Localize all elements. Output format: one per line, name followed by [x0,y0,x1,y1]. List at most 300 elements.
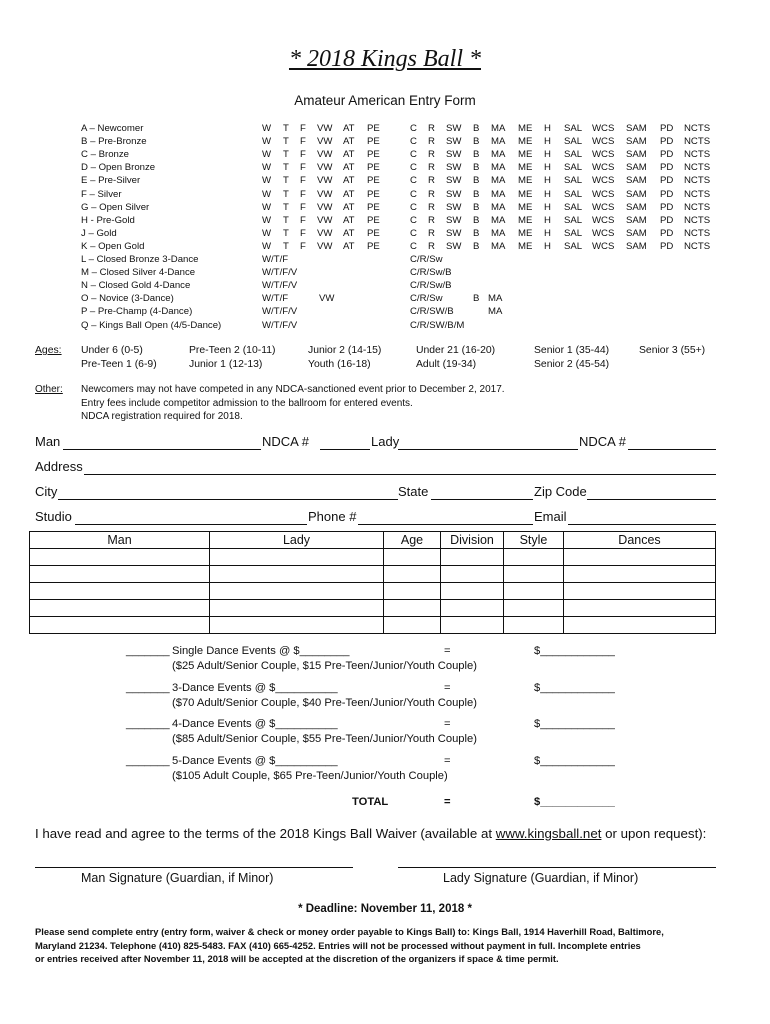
lady-name-field[interactable] [398,436,578,450]
dance-code: F [300,240,306,252]
dance-code: SAL [564,149,583,161]
zip-field[interactable] [587,486,716,500]
fees-section [0,645,770,815]
dance-code: T [283,123,289,134]
dance-code: SAM [626,162,647,174]
dance-code: C [410,123,417,134]
table-cell[interactable] [384,566,441,583]
dance-code: C [410,136,417,148]
table-row [30,549,716,566]
table-row [30,600,716,617]
dance-code: W [262,188,272,200]
state-label: State [398,484,429,499]
age-preteen1: Pre-Teen 1 (6-9) [81,359,157,370]
dance-code: W [262,149,272,161]
state-field[interactable] [431,486,533,500]
studio-label: Studio [35,509,72,524]
dance-code: SW [446,201,462,213]
col-dances: Dances [564,532,716,549]
lady-signature-line[interactable] [398,867,716,868]
dance-code: H [544,162,551,174]
dance-code: VW [317,149,333,161]
dance-code: WCS [592,240,615,252]
waiver-agreement [35,826,706,841]
dance-code: ME [518,136,533,148]
dance-code: PE [367,136,380,148]
dance-code: SAM [626,149,647,161]
dance-code: AT [343,136,355,148]
lady-ndca-field[interactable] [628,436,716,450]
col-man: Man [30,532,210,549]
dance-code: R [428,123,435,134]
dance-code: ME [518,188,533,200]
dance-code: W [262,227,272,239]
dance-code: VW [317,188,333,200]
dance-code: ME [518,240,533,252]
dance-code: SAL [564,123,583,134]
dance-code: WCS [592,136,615,148]
dance-code: PD [660,162,674,174]
dance-code: W [262,136,272,148]
table-cell[interactable] [504,600,564,617]
dance-code: F [300,162,306,174]
dance-code: WCS [592,162,615,174]
dance-code: ME [518,162,533,174]
latin-dances: C/R/Sw [410,254,443,265]
dance-code: R [428,162,435,174]
fee-quantity-blank: _______ [126,718,170,730]
dance-code: B [473,149,480,161]
age-senior1: Senior 1 (35-44) [534,345,610,356]
table-cell[interactable] [564,600,716,617]
dance-code: SW [446,175,462,187]
dance-code: SAM [626,123,647,134]
dance-code: PD [660,240,674,252]
email-label: Email [534,509,567,524]
ages-label: Ages: [35,345,62,356]
entries-table [29,531,716,634]
lady-label: Lady [371,434,400,449]
phone-field[interactable] [358,511,533,525]
level-name: Q – Kings Ball Open (4/5-Dance) [81,319,222,331]
dance-code: SAM [626,214,647,226]
dance-code: T [283,214,289,226]
dance-code: NCTS [684,123,711,134]
waiver-text-end: or upon request): [601,826,707,841]
dance-code: T [283,188,289,200]
dance-code: PE [367,240,380,252]
fee-total-blank: $____________ [534,681,615,694]
level-name: J – Gold [81,227,117,239]
dance-code: MA [491,123,506,134]
dance-code: NCTS [684,240,711,252]
dance-code: PE [367,227,380,239]
standard-dances: W/T/F/V [262,280,298,292]
levels-section [0,122,770,334]
table-cell[interactable] [210,566,384,583]
city-field[interactable] [58,486,398,500]
dance-code: SW [446,149,462,161]
dance-code: NCTS [684,149,711,161]
table-cell[interactable] [441,549,504,566]
total-label: TOTAL [352,796,389,808]
dance-code: H [544,188,551,200]
dance-code: NCTS [684,136,711,148]
dance-code: T [283,240,289,252]
waiver-text: I have read and agree to the terms of the 2018 Kings Ball Waiver (available at [35,826,496,841]
dance-code: ME [518,123,533,134]
dance-code: PD [660,188,674,200]
dance-code: C [410,188,417,200]
table-cell[interactable] [564,549,716,566]
fee-quantity-blank: _______ [126,645,170,657]
dance-code: C [410,214,417,226]
footer-line: Please send complete entry (entry form, waiver & check or money order payable to Kings Ball) to: Kings Ball, 1914 Haverhill Road, Baltimore, [35,926,664,937]
table-cell[interactable] [210,600,384,617]
dance-code: B [473,201,480,213]
dance-code: AT [343,214,355,226]
table-cell[interactable] [210,617,384,634]
ages-section [0,344,770,374]
table-cell[interactable] [30,566,210,583]
latin-dances: C/R/Sw [410,293,443,305]
man-signature-line[interactable] [35,867,353,868]
fee-quantity-blank: _______ [126,754,170,767]
table-cell[interactable] [564,566,716,583]
dance-code: PD [660,136,674,148]
dance-code: C [410,149,417,161]
fee-total-blank: $____________ [534,645,615,657]
dance-code: F [300,214,306,226]
dance-code: PD [660,201,674,213]
dance-code: WCS [592,201,615,213]
other-line: NDCA registration required for 2018. [81,411,243,422]
dance-code: B [473,188,480,200]
dance-code: T [283,201,289,213]
col-age: Age [384,532,441,549]
dance-code: W [262,240,272,252]
fee-note: ($70 Adult/Senior Couple, $40 Pre-Teen/Junior/Youth Couple) [172,696,477,709]
dance-code: MA [488,306,503,318]
dance-code: AT [343,175,355,187]
fee-note: ($25 Adult/Senior Couple, $15 Pre-Teen/Junior/Youth Couple) [172,660,477,672]
dance-code: H [544,240,551,252]
level-name: N – Closed Gold 4-Dance [81,280,191,292]
level-name: K – Open Gold [81,240,145,252]
col-division: Division [441,532,504,549]
fee-label: 4-Dance Events @ $__________ [172,718,338,730]
dance-code: WCS [592,175,615,187]
dance-code: ME [518,227,533,239]
age-preteen2: Pre-Teen 2 (10-11) [189,345,276,356]
dance-code: B [473,123,480,134]
level-name: B – Pre-Bronze [81,136,147,148]
dance-code: PD [660,227,674,239]
dance-code: ME [518,149,533,161]
dance-code: NCTS [684,201,711,213]
dance-code: ME [518,201,533,213]
dance-code: MA [491,162,506,174]
dance-code: NCTS [684,162,711,174]
dance-code: B [473,227,480,239]
latin-dances: C/R/SW/B [410,306,454,318]
fee-label: 5-Dance Events @ $__________ [172,754,338,767]
dance-code: AT [343,149,355,161]
level-name: H - Pre-Gold [81,214,135,226]
dance-code: VW [317,214,333,226]
fee-total-blank: $____________ [534,718,615,730]
fee-label: Single Dance Events @ $________ [172,645,350,657]
dance-code: T [283,162,289,174]
fee-note: ($85 Adult/Senior Couple, $55 Pre-Teen/Junior/Youth Couple) [172,733,477,745]
dance-code: MA [491,201,506,213]
dance-code: VW [317,240,333,252]
email-field[interactable] [568,511,716,525]
table-cell[interactable] [504,566,564,583]
table-cell[interactable] [30,617,210,634]
dance-code: MA [491,175,506,187]
dance-code: AT [343,162,355,174]
table-cell[interactable] [384,617,441,634]
table-cell[interactable] [504,617,564,634]
dance-code: AT [343,188,355,200]
level-name: E – Pre-Silver [81,175,141,187]
age-junior1: Junior 1 (12-13) [189,359,263,370]
studio-field[interactable] [75,511,307,525]
dance-code: NCTS [684,188,711,200]
dance-code: F [300,136,306,148]
other-section [0,383,770,425]
dance-code: C [410,227,417,239]
table-cell[interactable] [441,600,504,617]
table-cell[interactable] [441,583,504,600]
standard-dances: W/T/F [262,293,289,305]
dance-code: H [544,214,551,226]
dance-code: WCS [592,214,615,226]
other-line: Newcomers may not have competed in any NDCA-sanctioned event prior to December 2, 2017. [81,384,505,395]
equals-sign: = [444,718,451,730]
dance-code: WCS [592,227,615,239]
fee-quantity-blank: _______ [126,681,170,694]
dance-code: C [410,240,417,252]
dance-code: VW [317,123,333,134]
dance-code: B [473,175,480,187]
level-name: P – Pre-Champ (4-Dance) [81,306,193,318]
level-name: L – Closed Bronze 3-Dance [81,254,199,265]
table-cell[interactable] [210,583,384,600]
dance-code: AT [343,201,355,213]
dance-code: W [262,123,272,134]
equals-sign: = [444,681,451,694]
table-cell[interactable] [384,600,441,617]
footer-line: or entries received after November 11, 2018 will be accepted at the discretion of the organizers if space & time permit. [35,953,559,964]
dance-code: VW [319,293,335,305]
waiver-link[interactable]: www.kingsball.net [495,826,602,841]
table-cell[interactable] [564,617,716,634]
fee-total-blank: $____________ [534,754,615,767]
dance-code: SAM [626,240,647,252]
table-cell[interactable] [30,600,210,617]
dance-code: PD [660,123,674,134]
table-cell[interactable] [441,617,504,634]
dance-code: SW [446,162,462,174]
dance-code: PE [367,214,380,226]
dance-code: H [544,149,551,161]
table-cell[interactable] [30,583,210,600]
lady-signature-label: Lady Signature (Guardian, if Minor) [443,871,639,885]
dance-code: AT [343,240,355,252]
dance-code: VW [317,136,333,148]
dance-code: H [544,123,551,134]
dance-code: AT [343,123,355,134]
age-under21: Under 21 (16-20) [416,345,496,356]
dance-code: R [428,240,435,252]
dance-code: SAL [564,201,583,213]
dance-code: H [544,136,551,148]
mailing-instructions [35,925,735,966]
dance-code: SAL [564,227,583,239]
table-cell[interactable] [504,583,564,600]
dance-code: SAM [626,175,647,187]
standard-dances: W/T/F/V [262,306,298,318]
dance-code: F [300,175,306,187]
level-name: C – Bronze [81,149,129,161]
dance-code: H [544,175,551,187]
man-name-field[interactable] [63,436,261,450]
dance-code: C [410,175,417,187]
footer-line: Maryland 21234. Telephone (410) 825-5483. FAX (410) 665-4252. Entries will not be processed without payment in full. Incomplete entries [35,939,641,951]
dance-code: PE [367,175,380,187]
dance-code: NCTS [684,175,711,187]
dance-code: SAL [564,214,583,226]
man-ndca-label: NDCA # [262,434,309,449]
dance-code: SAL [564,240,583,252]
latin-dances: C/R/Sw/B [410,280,452,292]
latin-dances: C/R/SW/B/M [410,319,465,331]
dance-code: PD [660,175,674,187]
dance-code: T [283,136,289,148]
latin-dances: C/R/Sw/B [410,267,452,279]
dance-code: SAM [626,188,647,200]
table-cell[interactable] [441,566,504,583]
man-ndca-field[interactable] [320,436,370,450]
level-name: G – Open Silver [81,201,150,213]
dance-code: WCS [592,149,615,161]
table-header-row [30,532,716,549]
dance-code: MA [491,136,506,148]
standard-dances: W/T/F/V [262,319,298,331]
age-junior2: Junior 2 (14-15) [308,345,382,356]
dance-code: PE [367,123,380,134]
dance-code: R [428,175,435,187]
dance-code: VW [317,201,333,213]
dance-code: R [428,188,435,200]
dance-code: PE [367,149,380,161]
dance-code: VW [317,175,333,187]
dance-code: B [473,136,480,148]
dance-code: VW [317,162,333,174]
lady-ndca-label: NDCA # [579,434,626,449]
dance-code: AT [343,227,355,239]
dance-code: PE [367,201,380,213]
dance-code: WCS [592,188,615,200]
dance-code: SW [446,136,462,148]
phone-label: Phone # [308,509,357,524]
deadline: * Deadline: November 11, 2018 * [298,903,472,915]
form-subtitle: Amateur American Entry Form [294,93,476,108]
dance-code: T [283,175,289,187]
dance-code: WCS [592,123,615,134]
dance-code: ME [518,214,533,226]
dance-code: R [428,201,435,213]
level-name: F – Silver [81,188,122,200]
dance-code: SAL [564,162,583,174]
level-name: M – Closed Silver 4-Dance [81,267,196,279]
dance-code: SW [446,188,462,200]
table-cell[interactable] [384,549,441,566]
level-name: O – Novice (3-Dance) [81,293,174,305]
table-row [30,617,716,634]
other-line: Entry fees include competitor admission to the ballroom for entered events. [81,397,413,409]
dance-code: C [410,201,417,213]
table-cell[interactable] [30,549,210,566]
fee-label: 3-Dance Events @ $__________ [172,681,338,694]
table-cell[interactable] [384,583,441,600]
form-title: * 2018 Kings Ball * [288,46,481,72]
dance-code: NCTS [684,227,711,239]
dance-code: MA [491,214,506,226]
dance-code: MA [488,293,503,305]
dance-code: VW [317,227,333,239]
dance-code: F [300,149,306,161]
dance-code: W [262,201,272,213]
address-field[interactable] [84,461,716,475]
zip-label: Zip Code [534,484,587,499]
age-youth: Youth (16-18) [308,359,371,370]
table-cell[interactable] [210,549,384,566]
table-cell[interactable] [504,549,564,566]
age-senior3: Senior 3 (55+) [639,345,706,356]
dance-code: PD [660,214,674,226]
age-adult: Adult (19-34) [416,359,477,370]
level-name: D – Open Bronze [81,162,156,174]
contact-fields [0,434,770,526]
dance-code: H [544,201,551,213]
standard-dances: W/T/F/V [262,267,298,279]
dance-code: MA [491,240,506,252]
table-cell[interactable] [564,583,716,600]
dance-code: R [428,227,435,239]
dance-code: MA [491,188,506,200]
dance-code: F [300,123,306,134]
fee-note: ($105 Adult Couple, $65 Pre-Teen/Junior/Youth Couple) [172,769,448,782]
dance-code: SAM [626,201,647,213]
dance-code: PD [660,149,674,161]
dance-code: SAL [564,188,583,200]
equals-sign: = [444,754,451,767]
dance-code: SW [446,123,462,134]
dance-code: C [410,162,417,174]
dance-code: R [428,149,435,161]
dance-code: T [283,149,289,161]
age-senior2: Senior 2 (45-54) [534,359,610,370]
man-signature-label: Man Signature (Guardian, if Minor) [81,871,274,885]
dance-code: B [473,240,480,252]
dance-code: SAM [626,136,647,148]
table-row [30,566,716,583]
dance-code: PE [367,188,380,200]
dance-code: MA [491,149,506,161]
